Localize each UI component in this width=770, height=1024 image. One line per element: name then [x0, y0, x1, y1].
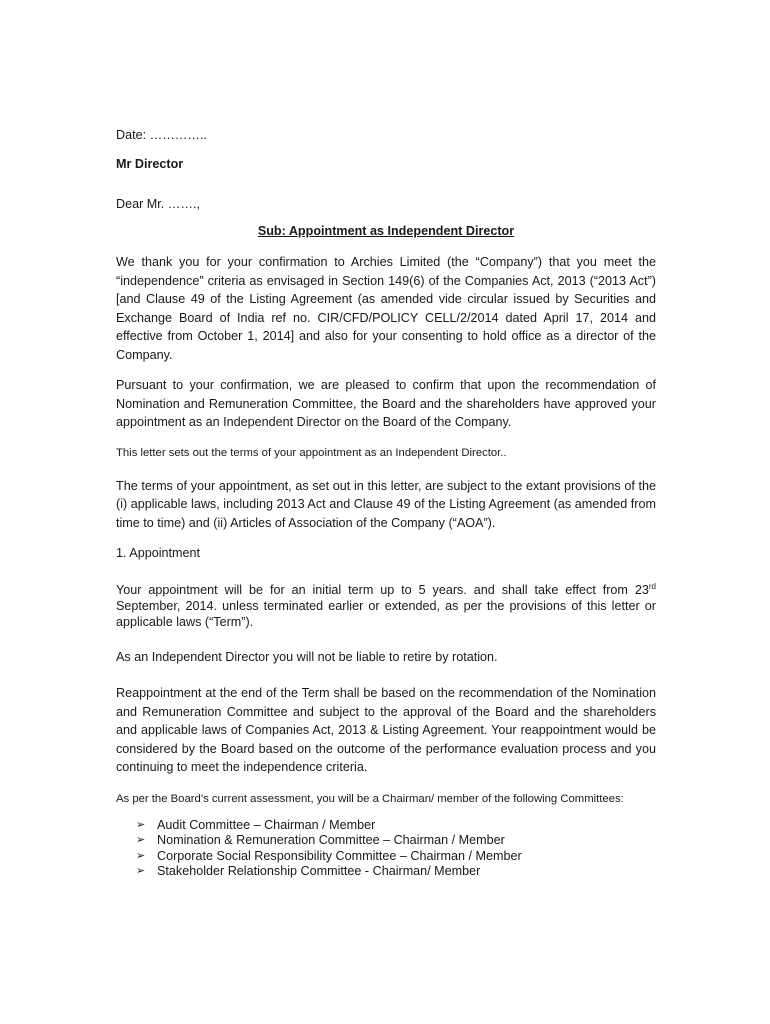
arrow-bullet-icon: ➢	[136, 834, 146, 846]
paragraph-letter-purpose: This letter sets out the terms of your appointment as an Independent Director..	[116, 446, 507, 459]
paragraph-committees-intro: As per the Board’s current assessment, you will be a Chairman/ member of the following Committees:	[116, 792, 624, 805]
arrow-bullet-icon: ➢	[136, 818, 146, 831]
section-heading-appointment: 1. Appointment	[116, 546, 201, 560]
term-text-end: September, 2014. unless terminated earlier or extended, as per the provisions of this letter or applicable laws (“Term”).	[116, 598, 656, 629]
list-item: ➢ Audit Committee – Chairman / Member	[136, 817, 376, 832]
paragraph-confirmation: We thank you for your confirmation to Archies Limited (the “Company”) that you meet the “independence” criteria as envisaged in Section 149(6) of the Companies Act, 2013 (“2013 Act”) [and Clause 49 of the Listing Agreement (as amended vide circular issued by Securities and Exchange Board of India ref no. CIR/CFD/POLICY CELL/2/2014 dated April 17, 2014 and effective from October 1, 2014] and also for your consenting to hold office as a director of the Company.	[116, 255, 656, 362]
paragraph-approval: Pursuant to your confirmation, we are pleased to confirm that upon the recommendation of Nomination and Remuneration Committee, the Board and the shareholders have approved your appointment as an Independent Director on the Board of the Company.	[116, 378, 656, 429]
committees-list	[116, 818, 656, 880]
arrow-bullet-icon: ➢	[136, 849, 146, 862]
term-text-start: Your appointment will be for an initial term up to 5 years. and shall take effect from 23	[116, 582, 649, 597]
paragraph-rotation: As an Independent Director you will not be liable to retire by rotation.	[116, 649, 498, 664]
letter-subject: Sub: Appointment as Independent Director	[257, 223, 515, 238]
paragraph-reappointment: Reappointment at the end of the Term shall be based on the recommendation of the Nomination and Remuneration Committee and subject to the approval of the Board and the shareholders and applicable laws of Companies Act, 2013 & Listing Agreement. Your reappointment would be considered by the Board based on the outcome of the performance evaluation process and you continuing to meet the independence criteria.	[116, 686, 656, 774]
list-item: ➢ Nomination & Remuneration Committee – Chairman / Member	[136, 833, 505, 847]
arrow-bullet-icon: ➢	[136, 865, 146, 877]
list-item: ➢ Corporate Social Responsibility Committee – Chairman / Member	[136, 848, 522, 863]
paragraph-terms-subject: The terms of your appointment, as set out in this letter, are subject to the extant provisions of the (i) applicable laws, including 2013 Act and Clause 49 of the Listing Agreement (as amended from time to time) and (ii) Articles of Association of the Company (“AOA”).	[116, 478, 656, 530]
letter-page	[116, 126, 656, 880]
letter-date: Date: …………..	[116, 128, 207, 142]
letter-salutation: Dear Mr. …….,	[116, 197, 200, 211]
list-item: ➢ Stakeholder Relationship Committee - Chairman/ Member	[136, 864, 481, 878]
term-superscript: rd	[648, 581, 656, 591]
letter-addressee: Mr Director	[116, 156, 184, 171]
paragraph-term	[116, 582, 656, 630]
